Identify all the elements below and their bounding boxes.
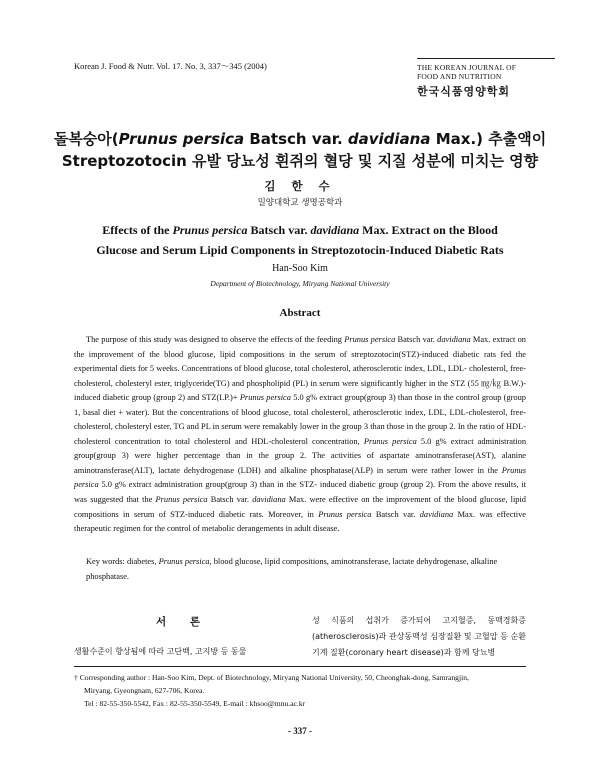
abstract-text: Batsch var.	[207, 495, 253, 505]
variety-name: davidiana	[252, 495, 286, 505]
english-title-text: Effects of the	[102, 223, 173, 237]
english-title-text: Batsch var.	[247, 223, 311, 237]
korean-author: 김 한 수	[264, 179, 336, 193]
page-number: - 337 -	[288, 726, 312, 736]
variety-name: davidiana	[347, 130, 431, 148]
journal-name-line2: FOOD AND NUTRITION	[417, 72, 502, 81]
abstract-text: 5.0 g% extract administration group(group 3) than in the STZ- induced diabetic group (group 2). From the above results, it was suggested that the	[74, 480, 526, 505]
journal-logo	[417, 58, 555, 99]
korean-title-text: 돌복숭아(	[53, 130, 119, 148]
english-title	[60, 220, 540, 260]
keywords	[86, 555, 526, 584]
korean-title-line1	[40, 128, 560, 150]
korean-title-text: Batsch var.	[244, 130, 348, 148]
keyword-text: diabetes,	[126, 557, 159, 566]
footnote-line: † Corresponding author : Han-Soo Kim, Dept. of Biotechnology, Miryang National University, 50, Cheonghak-dong, Samrangjin,	[74, 673, 469, 682]
species-name: Prunus persica	[363, 436, 417, 446]
abstract-text: Max. was effective therapeutic regimen for the control of metabolic derangements in adult disease.	[74, 509, 526, 534]
english-title-line2: Glucose and Serum Lipid Components in Streptozotocin-Induced Diabetic Rats	[96, 243, 504, 257]
variety-name: davidiana	[419, 509, 454, 519]
abstract-heading: Abstract	[279, 307, 321, 319]
footnote-divider	[74, 666, 526, 667]
abstract-text: Batsch var.	[395, 335, 438, 344]
abstract-text: Max. extract on the improvement of the blood glucose, lipid compositions in the serum of streptozotocin(STZ)-induced diabetic rats fed the experimental diets for 5 weeks. Concentrations of blood glucose, total cholesterol, atherosclerotic index, LDL, LDL- cholesterol, free-cholesterol, cholesteryl ester, triglyceride(TG) and phospholipid (PL) in serum were significantly higher in the STZ (55 ㎎/㎏ B.W.)-induced diabetic group (group 2) and STZ(I.P.)+	[74, 335, 526, 403]
abstract-text: Max. were effective on the improvement of the blood glucose, lipid compositions in serum of STZ-induced diabetic rats. Moreover, in	[74, 495, 526, 519]
species-name: Prunus persica	[318, 509, 372, 519]
abstract-text: The purpose of this study was designed to observe the effects of the feeding	[86, 335, 345, 344]
korean-title-line2: Streptozotocin 유발 당뇨성 흰쥐의 혈당 및 지질 성분에 미치는 영향	[61, 152, 539, 170]
journal-name-line1: THE KOREAN JOURNAL OF	[417, 63, 517, 72]
species-name: Prunus persica	[158, 557, 210, 566]
journal-korean-name: 한국식품영양학회	[417, 85, 511, 98]
corresponding-author-footnote	[74, 671, 526, 710]
keywords-label: Key words:	[86, 557, 127, 566]
intro-right-column: 성 식품의 섭취가 증가되어 고지혈증, 동맥경화증(atherosclerosis)과 관상동맥성 심장질환 및 고혈압 등 순환기계 질환(coronary heart disease)과 함께 당뇨병	[312, 616, 526, 657]
species-name: Prunus persica	[172, 223, 248, 237]
abstract-text: Batsch var.	[371, 509, 420, 519]
species-name: Prunus persica	[74, 465, 526, 490]
english-affiliation: Department of Biotechnology, Miryang National University	[210, 279, 390, 288]
species-name: Prunus persica	[239, 393, 291, 403]
species-name: Prunus persica	[344, 335, 396, 344]
english-title-line1	[60, 220, 540, 240]
korean-affiliation: 밀양대학교 생명공학과	[257, 198, 343, 208]
species-name: Prunus persica	[155, 495, 208, 505]
variety-name: davidiana	[310, 223, 360, 237]
keyword-text: , blood glucose, lipid compositions, aminotransferase, lactate dehydrogenase, alkaline phosphatase.	[86, 557, 498, 581]
english-title-text: Max. Extract on the Blood	[359, 223, 498, 237]
english-author: Han-Soo Kim	[272, 263, 328, 274]
intro-left-column: 생활수준이 향상됨에 따라 고단백, 고지방 등 동물	[74, 647, 247, 656]
variety-name: davidiana	[437, 335, 471, 344]
footnote-line: Miryang, Gyeongnam, 627-706, Korea.	[84, 686, 205, 695]
korean-title	[40, 128, 560, 172]
korean-title-text: Max.) 추출액이	[430, 130, 547, 148]
running-head: Korean J. Food & Nutr. Vol. 17. No. 3, 337～345 (2004)	[74, 61, 267, 71]
species-name: Prunus persica	[118, 130, 245, 148]
abstract-text: 5.0 g% extract group(group 3) than those in the control group (group 1, basal diet + water). But the concentrations of blood glucose, total cholesterol, atherosclerotic index, LDL, LDL-cholesterol, free-cholesterol, cholesteryl ester, TG and PL in serum were remakably lower in the group 3 than those in the group 2. In the ratio of HDL-cholesterol concentration to total cholesterol and HDL-cholesterol concentration,	[74, 393, 526, 446]
abstract-text: 5.0 g% extract administration group(group 3) were higher percentage than in the group 2. The activities of aspartate aminotransferase(AST), alanine aminotransferase(ALT), lactate dehydrogenase (LDH) and alkaline phosphatase(ALP) in serum were rather lower in the	[74, 436, 527, 475]
section-heading-introduction: 서 론	[156, 616, 210, 628]
abstract-body	[74, 333, 526, 537]
footnote-contact: Tel : 82-55-350-5542, Fax : 82-55-350-5549, E-mail : khsoo@mnu.ac.kr	[84, 699, 306, 708]
